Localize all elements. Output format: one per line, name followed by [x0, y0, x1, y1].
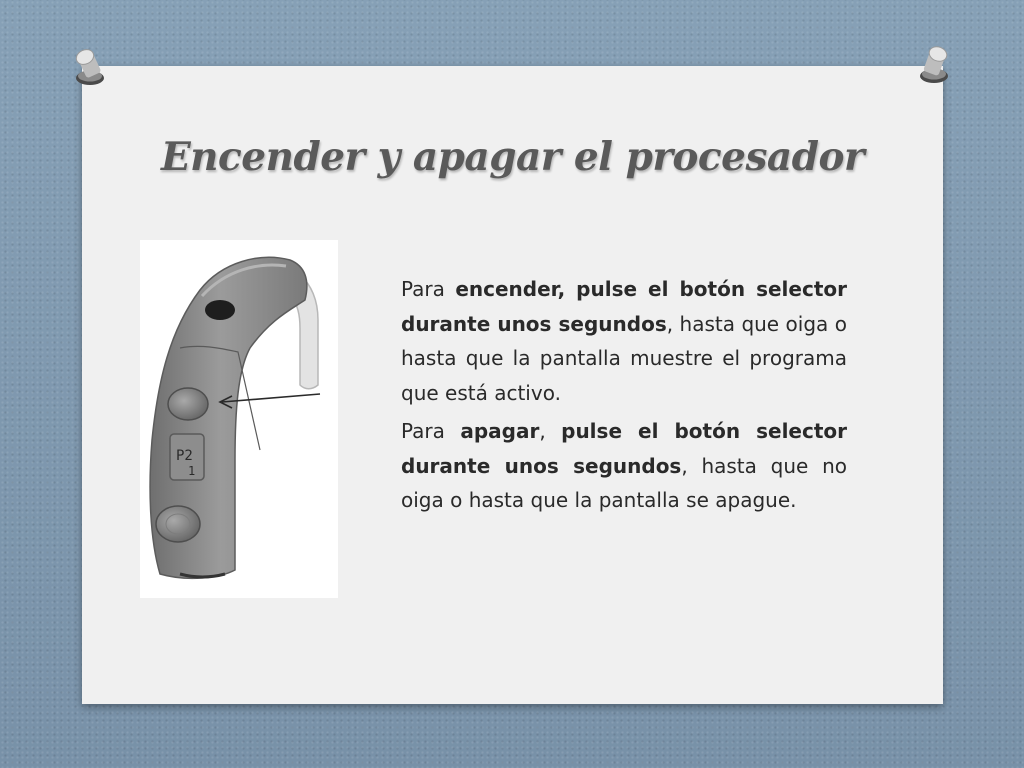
paragraph-encender: Para encender, pulse el botón selector durante unos segundos, hasta que oiga o hasta que la pantalla muestre el programa que está activo.: [401, 277, 847, 405]
svg-text:1: 1: [188, 464, 196, 478]
body-text: [401, 272, 847, 522]
slide-title: Encender y apagar el procesador: [160, 134, 865, 180]
pin-icon: [912, 42, 956, 86]
device-display-text: P2: [176, 448, 193, 464]
processor-image: [140, 240, 338, 598]
pin-icon: [68, 44, 112, 88]
paragraph-apagar: Para apagar, pulse el botón selector durante unos segundos, hasta que no oiga o hasta que la pantalla se apague.: [401, 419, 848, 512]
